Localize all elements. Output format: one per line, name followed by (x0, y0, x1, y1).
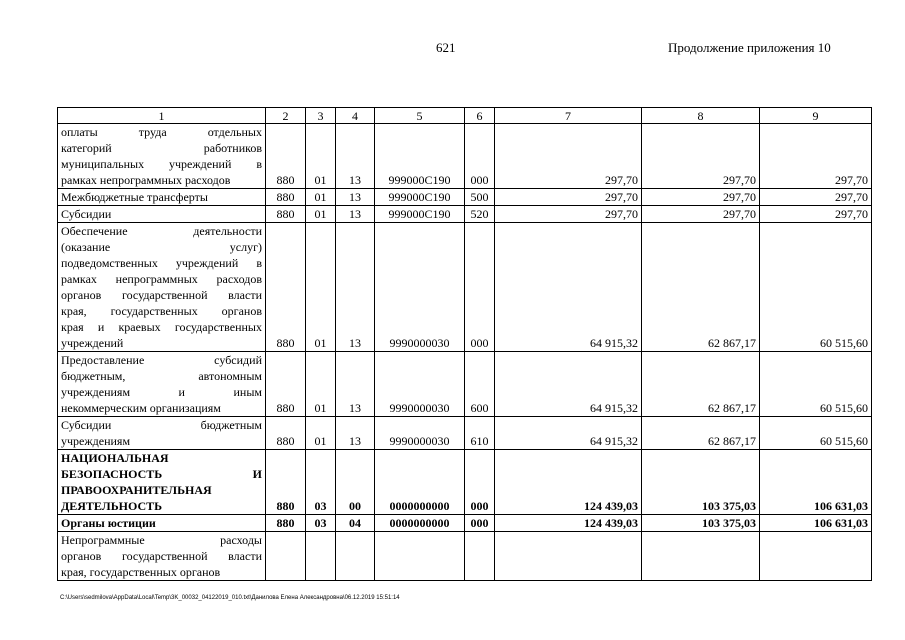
subsection-cell: 13 (336, 223, 375, 352)
row-description (58, 515, 266, 532)
admin-code-cell: 880 (266, 450, 306, 515)
expense-type-cell: 000 (465, 124, 495, 189)
footer-file-path: C:\Users\sedmilova\AppData\Local\Temp\3K_00032_04122019_010.txt\Данилова Елена Александровна\06.12.2019 15:51:14 (60, 595, 400, 601)
column-header: 1 (58, 108, 266, 124)
subsection-cell (336, 532, 375, 581)
description-line: учреждениям (61, 434, 131, 448)
column-header: 6 (465, 108, 495, 124)
table-row (58, 206, 872, 223)
description-line: ДЕЯТЕЛЬНОСТЬ (61, 499, 163, 513)
expense-type-cell: 000 (465, 450, 495, 515)
table-row (58, 223, 872, 352)
target-article-cell: 999000С190 (375, 206, 465, 223)
target-article-cell: 999000С190 (375, 124, 465, 189)
amount-cell: 106 631,03 (760, 515, 872, 532)
column-header: 3 (306, 108, 336, 124)
description-line: Предоставление субсидий (61, 353, 262, 367)
amount-cell: 297,70 (495, 189, 642, 206)
description-line: Субсидии (61, 207, 112, 221)
section-cell (306, 532, 336, 581)
section-cell: 01 (306, 124, 336, 189)
description-line: некоммерческим организациям (61, 401, 221, 415)
table-row (58, 189, 872, 206)
row-description (58, 189, 266, 206)
expense-type-cell (465, 532, 495, 581)
amount-cell: 62 867,17 (642, 223, 760, 352)
amount-cell (642, 532, 760, 581)
description-line: рамках непрограммных расходов (61, 272, 262, 286)
expense-type-cell: 000 (465, 515, 495, 532)
admin-code-cell: 880 (266, 515, 306, 532)
admin-code-cell: 880 (266, 417, 306, 450)
target-article-cell: 9990000030 (375, 417, 465, 450)
admin-code-cell: 880 (266, 124, 306, 189)
amount-cell: 62 867,17 (642, 417, 760, 450)
description-line: НАЦИОНАЛЬНАЯ (61, 451, 169, 465)
amount-cell: 297,70 (760, 189, 872, 206)
section-cell: 01 (306, 417, 336, 450)
table-row (58, 450, 872, 515)
subsection-cell: 13 (336, 352, 375, 417)
amount-cell: 62 867,17 (642, 352, 760, 417)
amount-cell: 297,70 (495, 124, 642, 189)
description-line: ПРАВООХРАНИТЕЛЬНАЯ (61, 483, 212, 497)
target-article-cell: 9990000030 (375, 223, 465, 352)
row-description (58, 417, 266, 450)
description-line: Органы юстиции (61, 516, 156, 530)
table-row (58, 515, 872, 532)
amount-cell (495, 532, 642, 581)
row-description (58, 352, 266, 417)
amount-cell: 64 915,32 (495, 352, 642, 417)
description-line: муниципальных учреждений в (61, 157, 262, 171)
admin-code-cell: 880 (266, 352, 306, 417)
subsection-cell: 13 (336, 189, 375, 206)
row-description (58, 532, 266, 581)
subsection-cell: 04 (336, 515, 375, 532)
column-header: 2 (266, 108, 306, 124)
section-cell: 01 (306, 189, 336, 206)
description-line: Обеспечение деятельности (61, 224, 262, 238)
expense-type-cell: 500 (465, 189, 495, 206)
description-line: оплаты труда отдельных (61, 125, 262, 139)
description-line: БЕЗОПАСНОСТЬ И (61, 467, 262, 481)
description-line: Межбюджетные трансферты (61, 190, 208, 204)
description-line: Субсидии бюджетным (61, 418, 262, 432)
subsection-cell: 13 (336, 124, 375, 189)
amount-cell: 297,70 (642, 206, 760, 223)
description-line: края, государственных органов (61, 565, 221, 579)
amount-cell: 297,70 (760, 206, 872, 223)
expense-type-cell: 610 (465, 417, 495, 450)
amount-cell: 124 439,03 (495, 450, 642, 515)
budget-table (57, 107, 872, 581)
target-article-cell: 9990000030 (375, 352, 465, 417)
description-line: края и краевых государственных (61, 320, 262, 334)
row-description (58, 223, 266, 352)
column-header: 4 (336, 108, 375, 124)
description-line: учреждений (61, 336, 124, 350)
expense-type-cell: 520 (465, 206, 495, 223)
subsection-cell: 13 (336, 206, 375, 223)
target-article-cell: 999000С190 (375, 189, 465, 206)
table-row (58, 352, 872, 417)
subsection-cell: 00 (336, 450, 375, 515)
column-header: 7 (495, 108, 642, 124)
admin-code-cell: 880 (266, 223, 306, 352)
target-article-cell: 0000000000 (375, 450, 465, 515)
amount-cell: 60 515,60 (760, 223, 872, 352)
section-cell: 01 (306, 206, 336, 223)
description-line: органов государственной власти (61, 288, 262, 302)
row-description (58, 124, 266, 189)
table-row (58, 124, 872, 189)
description-line: (оказание услуг) (61, 240, 262, 254)
amount-cell: 106 631,03 (760, 450, 872, 515)
target-article-cell (375, 532, 465, 581)
description-line: Непрограммные расходы (61, 533, 262, 547)
row-description (58, 450, 266, 515)
section-cell: 01 (306, 352, 336, 417)
amount-cell: 64 915,32 (495, 417, 642, 450)
amount-cell: 297,70 (642, 124, 760, 189)
amount-cell: 60 515,60 (760, 352, 872, 417)
amount-cell: 60 515,60 (760, 417, 872, 450)
amount-cell (760, 532, 872, 581)
table-row (58, 532, 872, 581)
admin-code-cell: 880 (266, 189, 306, 206)
subsection-cell: 13 (336, 417, 375, 450)
amount-cell: 103 375,03 (642, 450, 760, 515)
description-line: бюджетным, автономным (61, 369, 262, 383)
amount-cell: 297,70 (760, 124, 872, 189)
admin-code-cell: 880 (266, 206, 306, 223)
description-line: органов государственной власти (61, 549, 262, 563)
amount-cell: 103 375,03 (642, 515, 760, 532)
expense-type-cell: 000 (465, 223, 495, 352)
target-article-cell: 0000000000 (375, 515, 465, 532)
amount-cell: 297,70 (495, 206, 642, 223)
admin-code-cell (266, 532, 306, 581)
page-number: 621 (436, 40, 456, 55)
section-cell: 03 (306, 450, 336, 515)
column-header: 8 (642, 108, 760, 124)
column-header: 5 (375, 108, 465, 124)
amount-cell: 64 915,32 (495, 223, 642, 352)
expense-type-cell: 600 (465, 352, 495, 417)
section-cell: 01 (306, 223, 336, 352)
table-row (58, 417, 872, 450)
description-line: края, государственных органов (61, 304, 262, 318)
section-cell: 03 (306, 515, 336, 532)
description-line: категорий работников (61, 141, 262, 155)
amount-cell: 124 439,03 (495, 515, 642, 532)
table-header-row (58, 108, 872, 124)
column-header: 9 (760, 108, 872, 124)
description-line: рамках непрограммных расходов (61, 173, 231, 187)
row-description (58, 206, 266, 223)
appendix-continuation-label: Продолжение приложения 10 (668, 40, 831, 55)
amount-cell: 297,70 (642, 189, 760, 206)
description-line: подведомственных учреждений в (61, 256, 262, 270)
description-line: учреждениям и иным (61, 385, 262, 399)
